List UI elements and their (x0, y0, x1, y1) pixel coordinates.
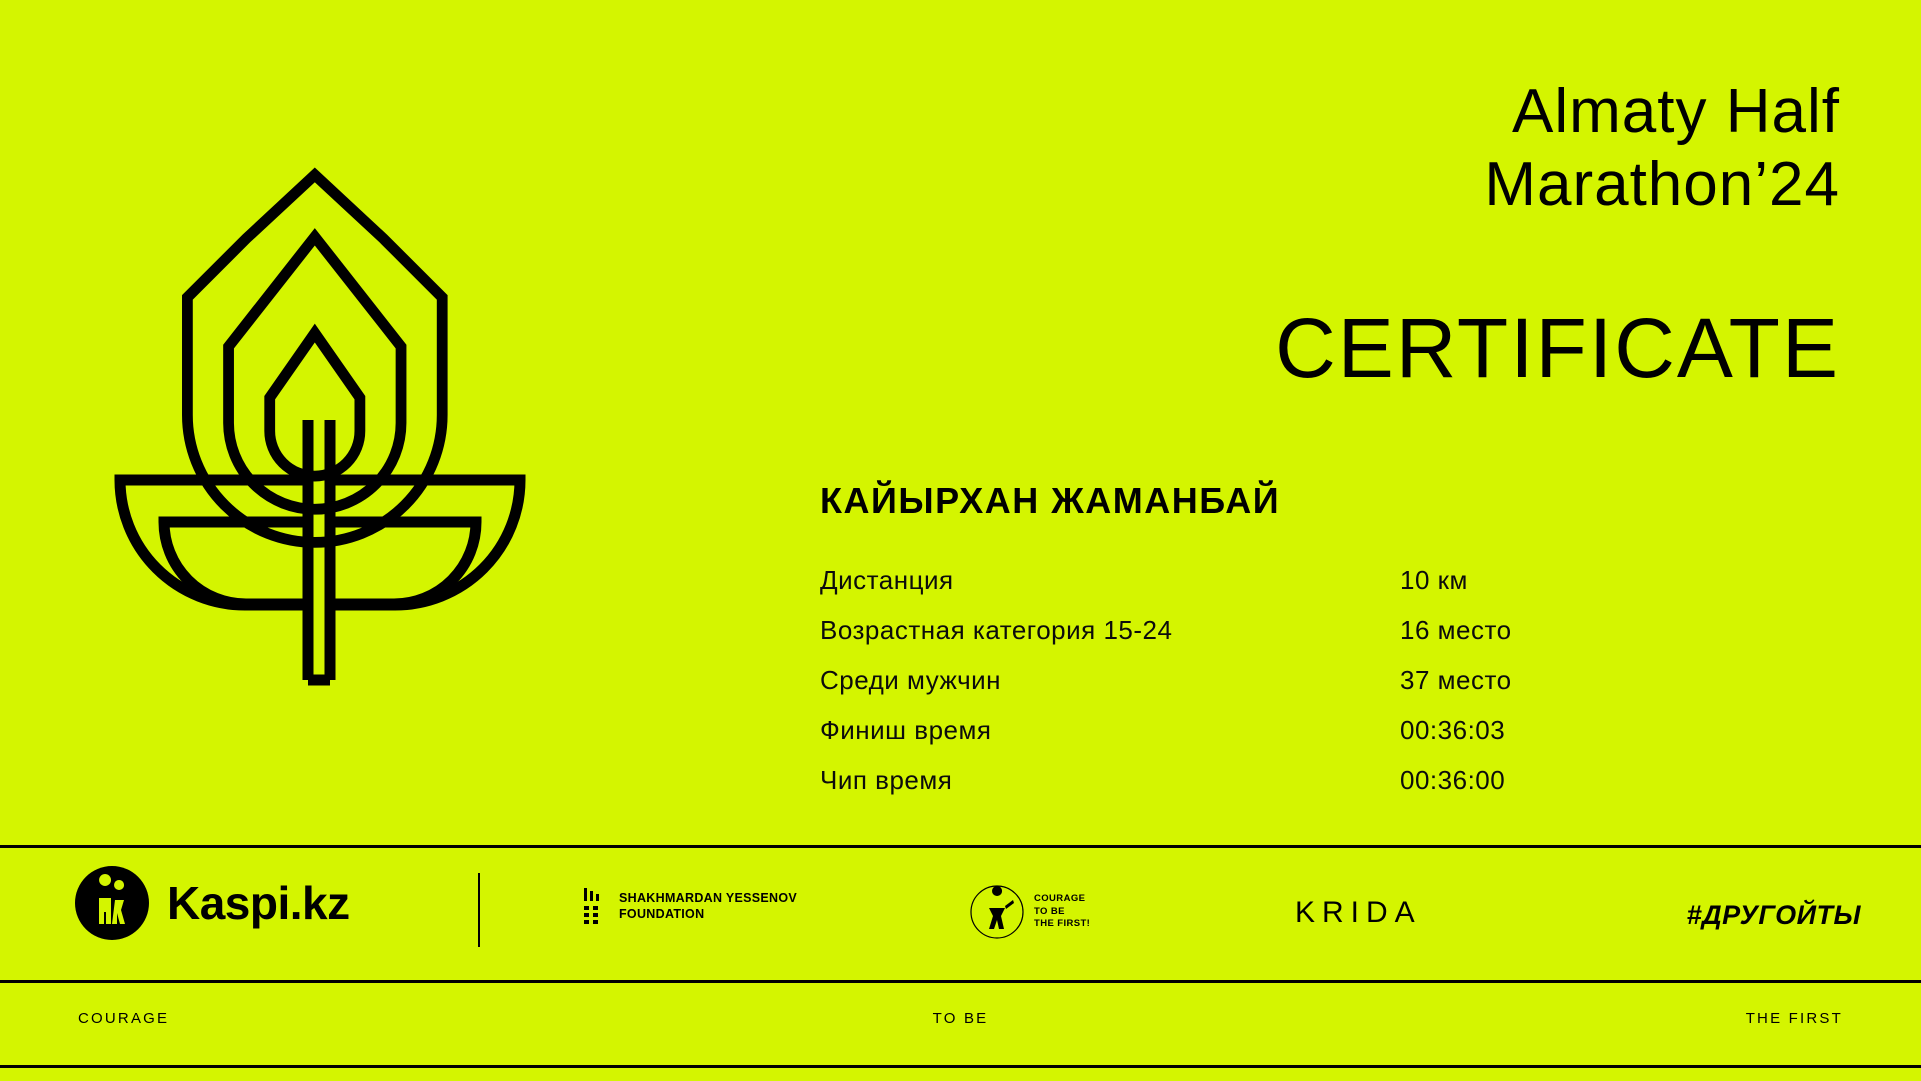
slogan-middle: TO BE (932, 1010, 989, 1027)
result-row (820, 615, 1620, 665)
kaspi-logo-icon (75, 866, 149, 940)
yessenov-wordmark (619, 891, 797, 922)
results-table (820, 565, 1620, 815)
sponsor-drugoyty-hashtag: #ДРУГОЙТЫ (1686, 900, 1861, 930)
result-value: 10 км (1400, 565, 1468, 595)
sponsor-separator (478, 873, 480, 947)
corporate-fund-wordmark (1034, 893, 1090, 931)
sponsor-corporate-fund (968, 884, 1090, 940)
corporate-fund-logo-icon (968, 884, 1026, 940)
kaspi-wordmark: Kaspi.kz (167, 877, 350, 929)
result-row (820, 565, 1620, 615)
certificate-text-column (800, 0, 1880, 845)
sponsor-strip (0, 848, 1921, 980)
event-title-line-2: Marathon’24 (1484, 150, 1840, 220)
certificate-heading: CERTIFICATE (1275, 301, 1840, 395)
result-value: 00:36:00 (1400, 765, 1506, 795)
yessenov-line-2: FOUNDATION (619, 907, 705, 921)
tulip-logo (60, 160, 580, 720)
corporate-fund-line-3: THE FIRST! (1034, 918, 1091, 930)
yessenov-line-1: SHAKHMARDAN YESSENOV (619, 891, 798, 906)
result-label: Финиш время (820, 715, 992, 745)
slogan-strip (0, 1010, 1921, 1050)
result-row (820, 665, 1620, 715)
event-title (800, 75, 1840, 221)
result-value: 37 место (1400, 665, 1512, 695)
result-label: Дистанция (820, 565, 954, 595)
sponsor-kaspi (75, 866, 350, 940)
athlete-name: КАЙЫРХАН ЖАМАНБАЙ (820, 480, 1281, 521)
yessenov-logo-icon (583, 888, 609, 926)
result-label: Чип время (820, 765, 953, 795)
divider-below-sponsors (0, 980, 1921, 983)
sponsor-krida: KRIDA (1295, 896, 1422, 929)
sponsor-yessenov-foundation (583, 888, 797, 926)
result-row (820, 765, 1620, 815)
result-label: Возрастная категория 15-24 (820, 615, 1173, 645)
result-row (820, 715, 1620, 765)
corporate-fund-line-2: TO BE (1034, 905, 1065, 917)
slogan-right: THE FIRST (1745, 1010, 1843, 1027)
result-value: 00:36:03 (1400, 715, 1506, 745)
divider-bottom-edge (0, 1065, 1921, 1068)
result-label: Среди мужчин (820, 665, 1002, 695)
result-value: 16 место (1400, 615, 1512, 645)
slogan-left: COURAGE (78, 1010, 170, 1027)
event-title-line-1: Almaty Half (1512, 77, 1840, 146)
corporate-fund-line-1: COURAGE (1034, 892, 1086, 904)
